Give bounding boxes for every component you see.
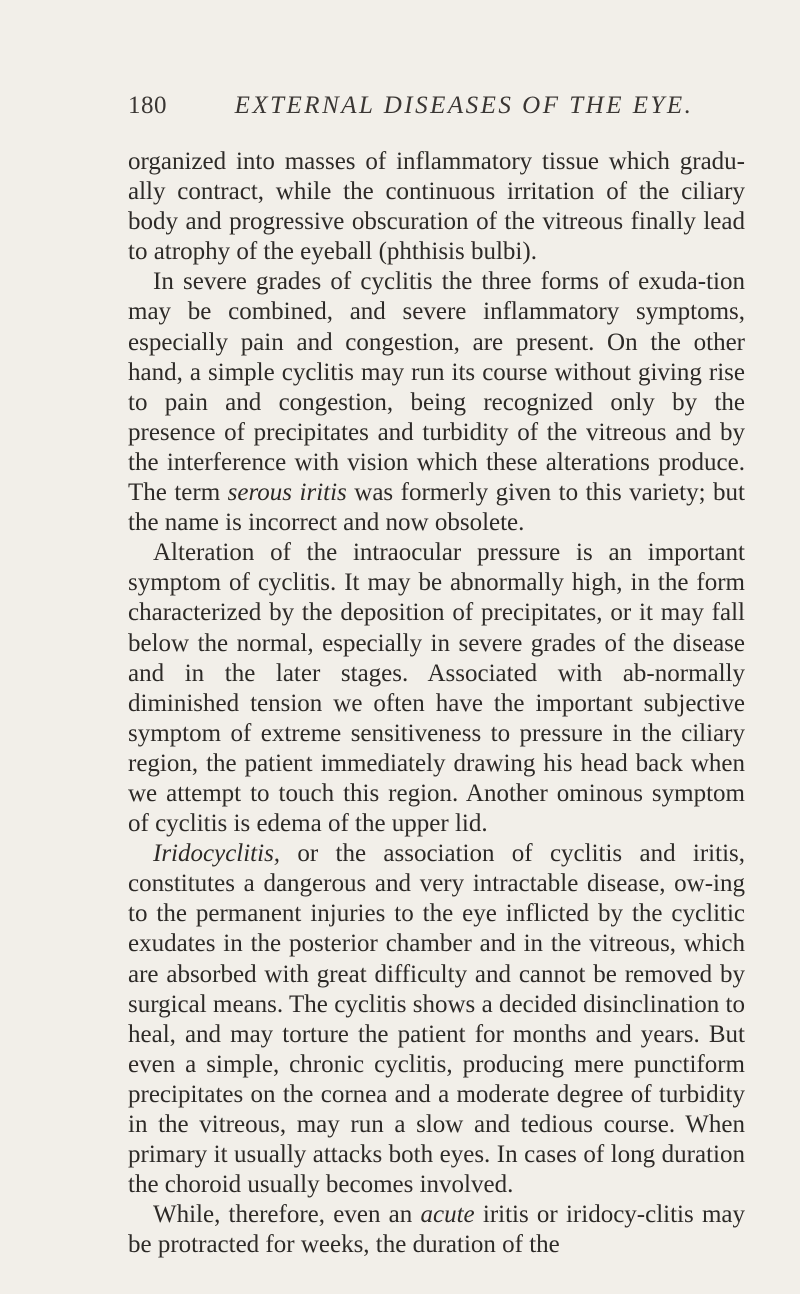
body-text [128, 147, 745, 1260]
paragraph-text: Alteration of the intraocular pressure is an important symptom of cyclitis. It may be abnormally high, in the form characterized by the deposition of precipitates, or it may fall below the normal, especially in severe grades of the disease and in the later stages. Associated with ab-normally diminished tension we often have the important subjective symptom of extreme sensitiveness to pressure in the ciliary region, the patient immediately drawing his head back when we attempt to touch this region. Another ominous symptom of cyclitis is edema of the upper lid. [128, 539, 745, 838]
paragraph-iridocyclitis [128, 839, 745, 1200]
italic-term: serous iritis [227, 479, 347, 507]
paragraph-text: organized into masses of inflammatory tissue which gradu-ally contract, while the continuous irritation of the ciliary body and progressive obscuration of the vitreous finally lead to atrophy of the eyeball (phthisis bulbi). [128, 148, 745, 266]
italic-term: acute [420, 1201, 475, 1229]
running-head [128, 92, 745, 128]
paragraph-text: In severe grades of cyclitis the three forms of exuda-tion may be combined, and severe inflammatory symptoms, especially pain and congestion, are present. On the other hand, a simple cyclitis may run its course without giving rise to pain and congestion, being recognized only by the presence of precipitates and turbidity of the vitreous and by the interference with vision which these alterations produce. The term [128, 268, 745, 507]
paragraph-text: While, therefore, even an [153, 1201, 421, 1229]
paragraph-continuation [128, 147, 745, 267]
paragraph-severe-cyclitis [128, 267, 745, 538]
paragraph-text-after: was formerly given to this variety; but the name is incorrect and now obsolete. [128, 479, 745, 537]
paragraph-duration [128, 1200, 745, 1260]
paragraph-text-after: iritis or iridocy-clitis may be protracted for weeks, the duration of the [128, 1201, 745, 1259]
paragraph-text-after: or the association of cyclitis and iritis, constitutes a dangerous and very intractable disease, ow-ing to the permanent injuries to the eye inflicted by the cyclitic exudates in the posterior chamber and in the vitreous, which are absorbed with great difficulty and cannot be removed by surgical means. The cyclitis shows a decided disinclination to heal, and may torture the patient for months and years. But even a simple, chronic cyclitis, producing mere punctiform precipitates on the cornea and a moderate degree of turbidity in the vitreous, may run a slow and tedious course. When primary it usually attacks both eyes. In cases of long duration the choroid usually becomes involved. [128, 840, 745, 1199]
italic-term: Iridocyclitis, [153, 840, 281, 868]
running-title: EXTERNAL DISEASES OF THE EYE. [234, 92, 694, 119]
page-number: 180 [128, 92, 167, 119]
paragraph-intraocular-pressure [128, 538, 745, 839]
